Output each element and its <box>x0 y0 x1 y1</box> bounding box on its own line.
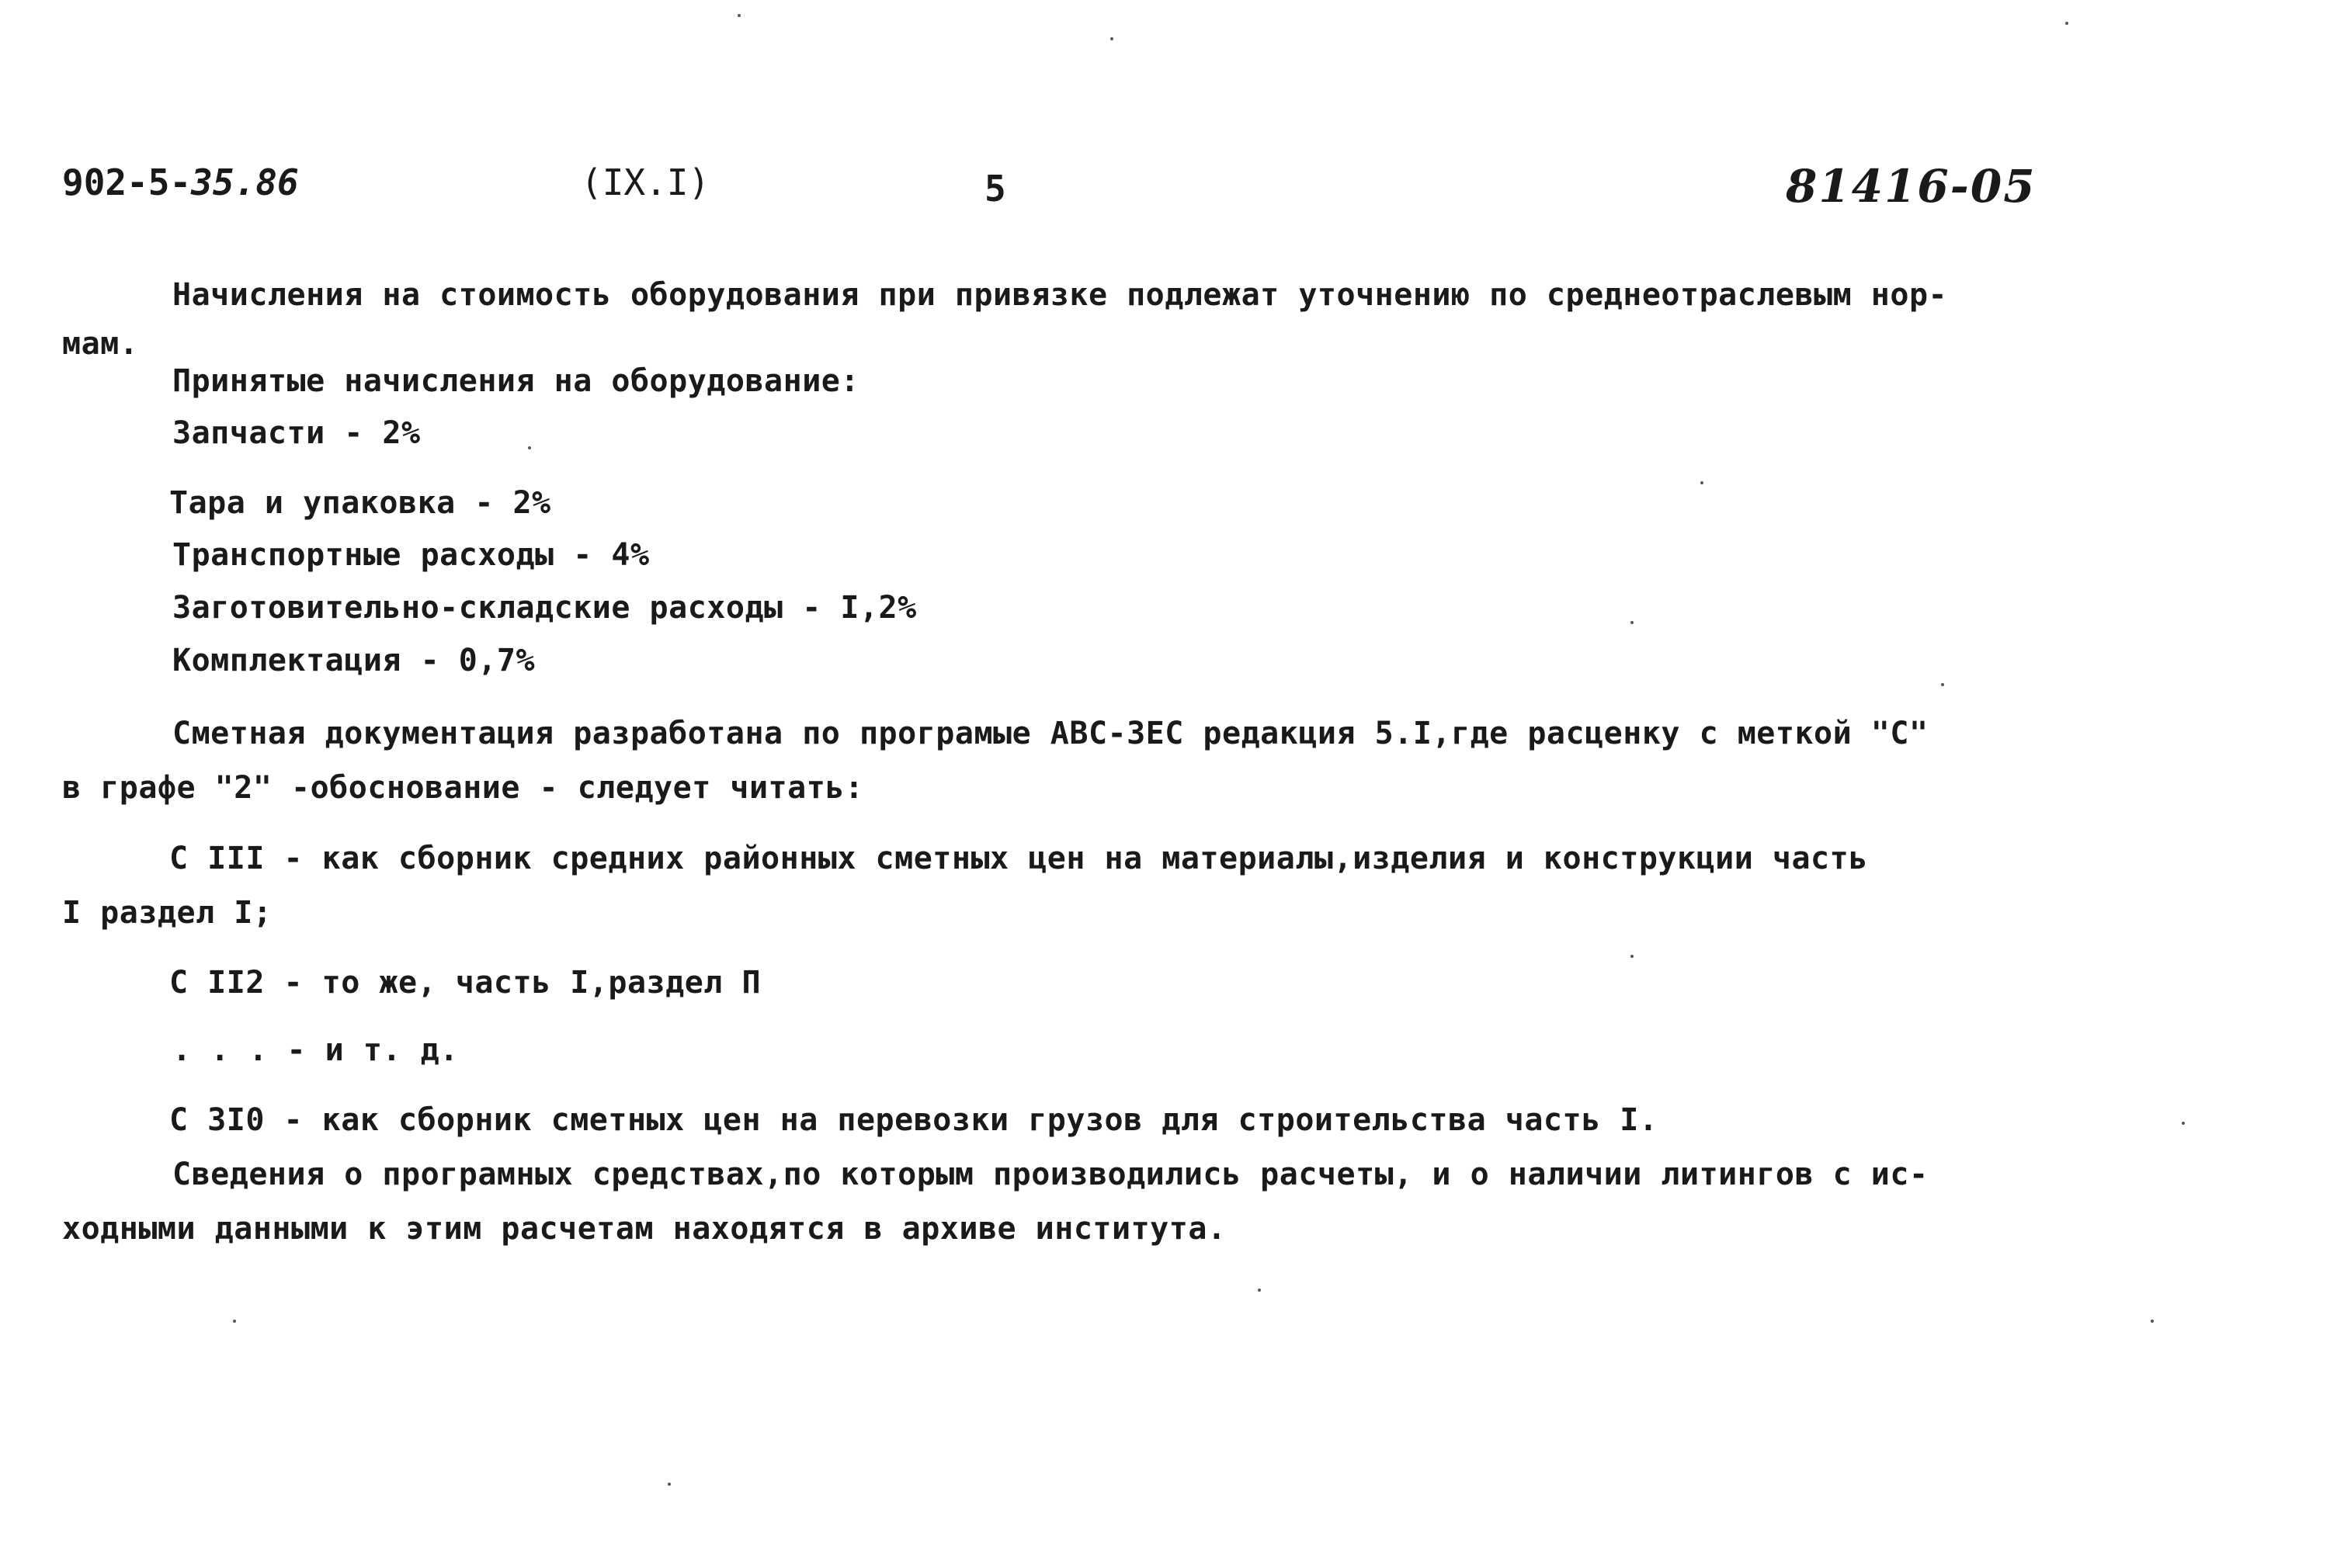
scan-speck <box>1630 621 1634 624</box>
section-number: (IX.I) <box>581 161 710 203</box>
scan-speck <box>1258 1289 1261 1292</box>
charge-item: Транспортные расходы - 4% <box>172 537 650 573</box>
handwritten-inventory-number: 81416-05 <box>1786 160 2037 213</box>
page-number: 5 <box>984 168 1006 210</box>
scan-speck <box>738 14 741 17</box>
paragraph-2-line-2: в графе "2" -обоснование - следует читать: <box>62 770 864 806</box>
paragraph-3-line-2: ходными данными к этим расчетам находятся в архиве института. <box>62 1211 1227 1247</box>
scan-speck <box>2182 1122 2185 1125</box>
c111-line-1: С III - как сборник средних районных сметных цен на материалы,изделия и конструкции часть <box>169 841 1868 876</box>
scan-speck <box>668 1483 671 1486</box>
charge-item: Тара и упаковка - 2% <box>169 485 551 521</box>
paragraph-1-line-2: мам. <box>62 326 139 362</box>
scan-speck <box>1941 683 1944 686</box>
document-code-prefix: 902-5- <box>62 161 192 203</box>
scan-speck <box>2151 1320 2154 1323</box>
charge-item: Запчасти - 2% <box>172 415 421 451</box>
charge-item: Комплектация - 0,7% <box>172 643 536 678</box>
c112-line: С II2 - то же, часть I,раздел П <box>169 965 762 1001</box>
scan-speck <box>1630 955 1634 958</box>
etc-line: . . . - и т. д. <box>172 1032 459 1068</box>
scan-speck <box>1110 37 1113 40</box>
scan-speck <box>2065 22 2068 25</box>
charge-item: Заготовительно-складские расходы - I,2% <box>172 590 917 626</box>
scan-speck <box>233 1320 236 1323</box>
accepted-charges-title: Принятые начисления на оборудование: <box>172 363 859 399</box>
document-code-handwritten: 35.86 <box>191 161 299 203</box>
paragraph-1-line-1: Начисления на стоимость оборудования при привязке подлежат уточнению по среднеотраслевым нор- <box>172 277 1948 313</box>
scan-speck <box>528 446 531 449</box>
paragraph-2-line-1: Сметная документация разработана по програмые АВС-ЗЕС редакция 5.I,где расценку с меткой "С" <box>172 716 1929 751</box>
scan-speck <box>1700 481 1703 484</box>
paragraph-3-line-1: Сведения о програмных средствах,по которым производились расчеты, и о наличии литингов с ис- <box>172 1157 1929 1192</box>
c111-line-2: I раздел I; <box>62 895 273 931</box>
c310-line: С 3I0 - как сборник сметных цен на перевозки грузов для строительства часть I. <box>169 1102 1658 1138</box>
